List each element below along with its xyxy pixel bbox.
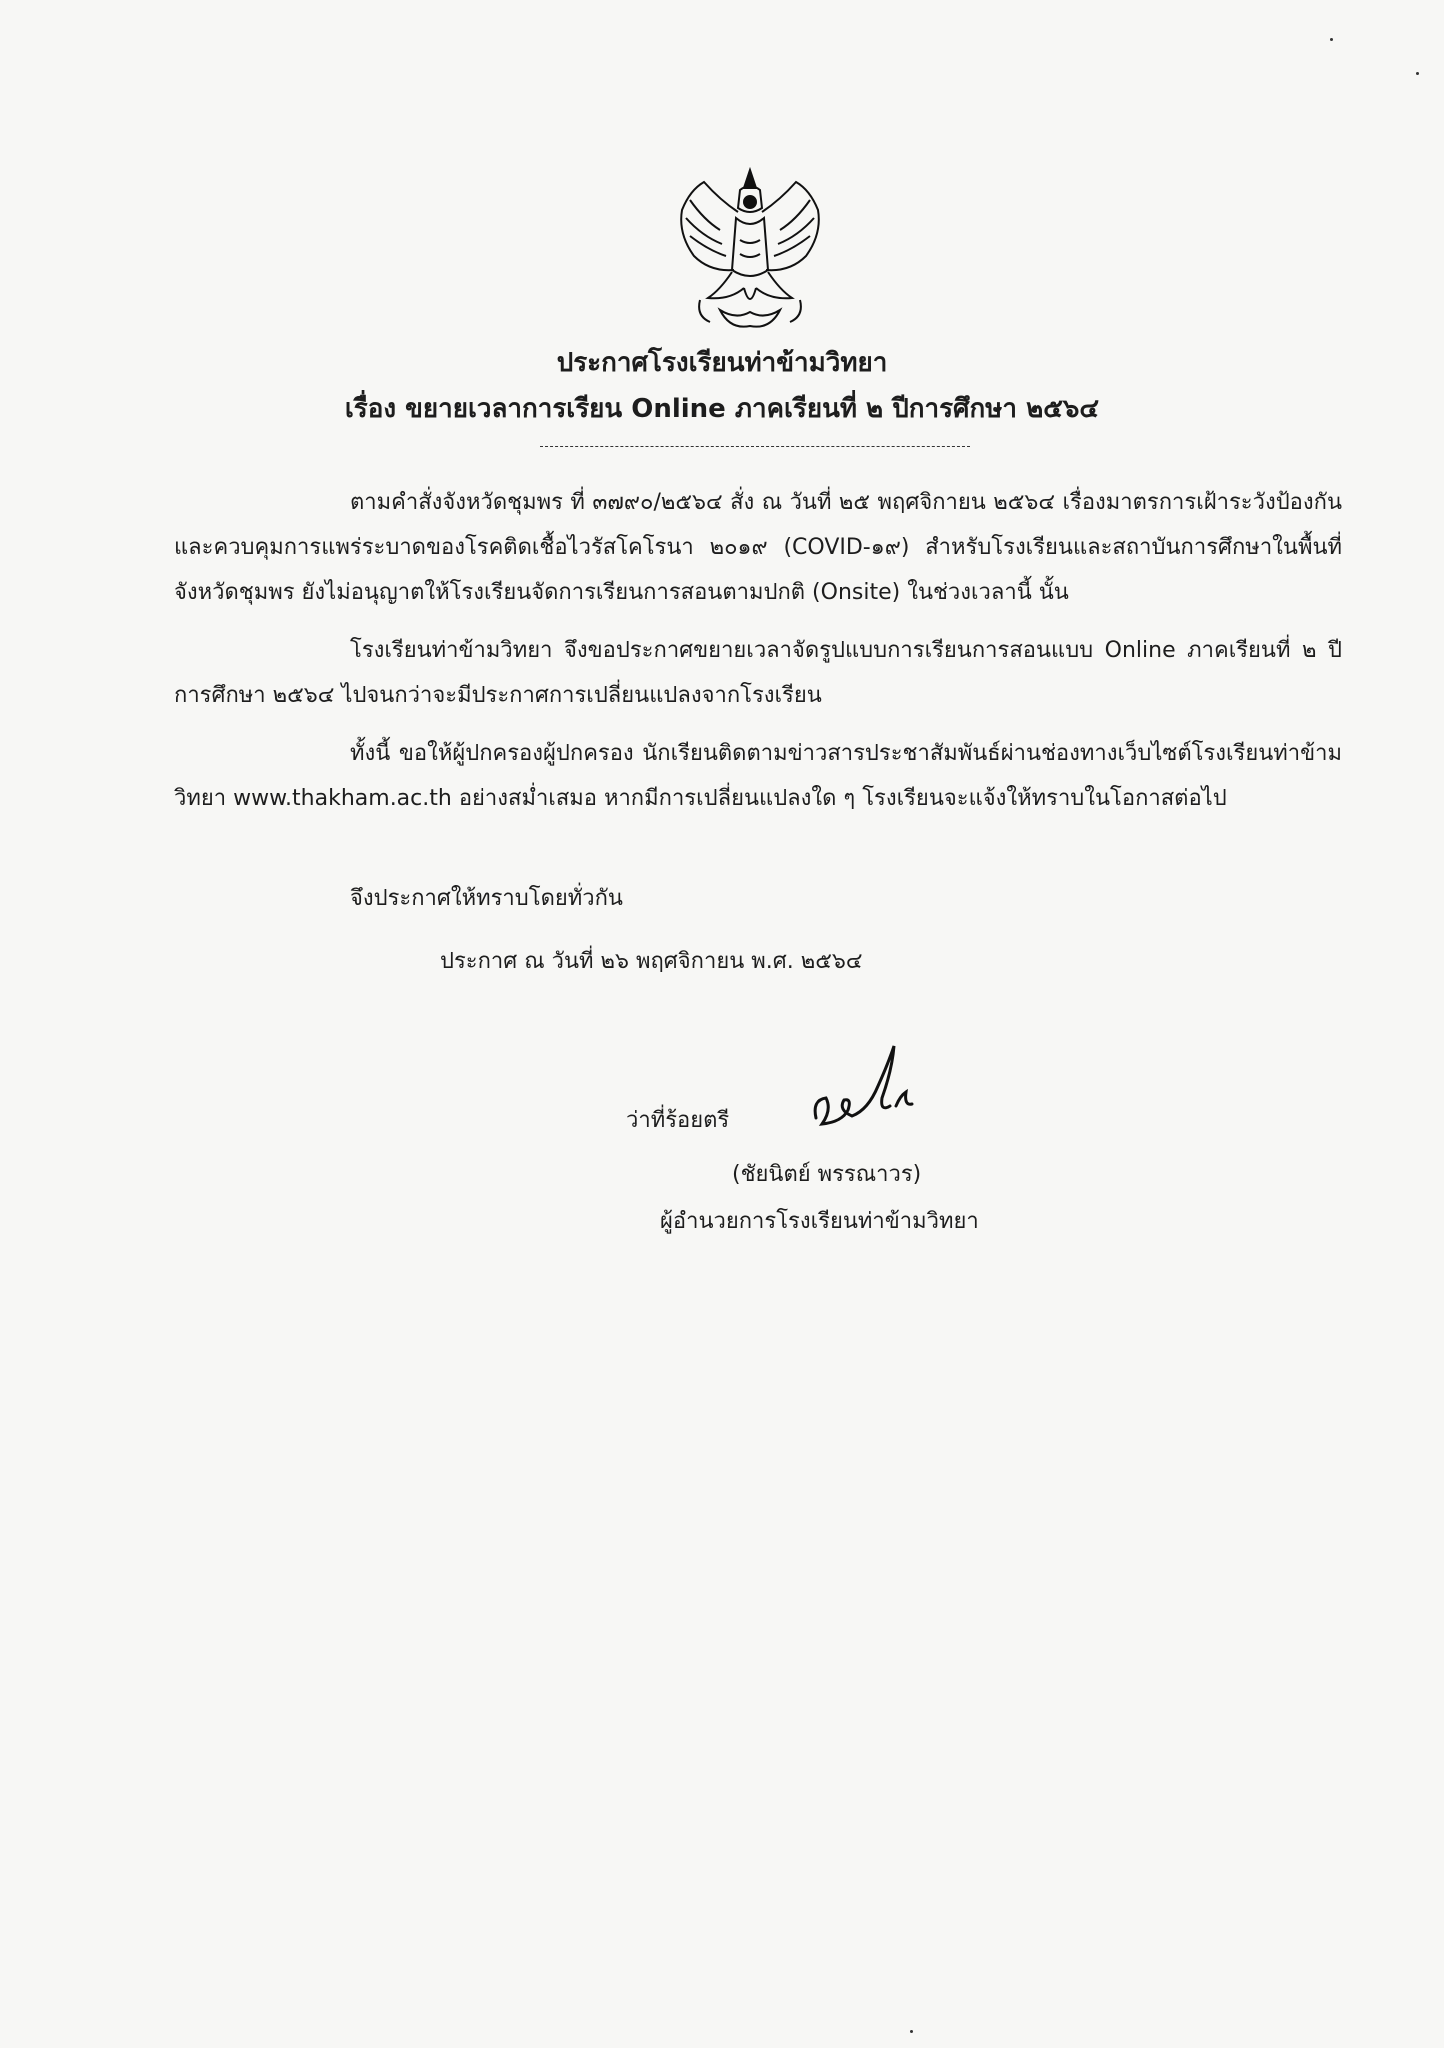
announcement-subject: เรื่อง ขยายเวลาการเรียน Online ภาคเรียนที่ ๒ ปีการศึกษา ๒๕๖๔ [344,394,1100,424]
paragraph-1-text: ตามคำสั่งจังหวัดชุมพร ที่ ๓๗๙๐/๒๕๖๔ สั่ง ณ วันที่ ๒๕ พฤศจิกายน ๒๕๖๔ เรื่องมาตรการเฝ้าระวังป้องกัน และควบคุมการแพร่ระบาดของโรคติดเชื้อไวรัสโคโรนา ๒๐๑๙ (COVID-๑๙) สำหรับโรงเรียนและสถาบันการศึกษาในพื้นที่จังหวัดชุมพร ยังไม่อนุญาตให้โรงเรียนจัดการเรียนการสอนตามปกติ (Onsite) ในช่วงเวลานี้ นั้น [174,490,1342,605]
signer-name: (ชัยนิตย์ พรรณาวร) [732,1162,922,1187]
scan-speck [910,2030,913,2033]
title-divider [540,446,970,447]
announcement-title: ประกาศโรงเรียนท่าข้ามวิทยา [556,348,888,378]
signer-position: ผู้อำนวยการโรงเรียนท่าข้ามวิทยา [660,1209,979,1234]
announcement-date: ประกาศ ณ วันที่ ๒๖ พฤศจิกายน พ.ศ. ๒๕๖๔ [440,949,863,974]
signer-rank: ว่าที่ร้อยตรี [626,1108,730,1133]
handwritten-signature-icon [808,1040,918,1140]
closing-statement: จึงประกาศให้ทราบโดยทั่วกัน [350,886,623,911]
paragraph-2 [174,628,1342,718]
paragraph-1 [174,480,1342,615]
paragraph-2-text: โรงเรียนท่าข้ามวิทยา จึงขอประกาศขยายเวลาจัดรูปแบบการเรียนการสอนแบบ Online ภาคเรียนที่ ๒ ปีการศึกษา ๒๕๖๔ ไปจนกว่าจะมีประกาศการเปลี่ยนแปลงจากโรงเรียน [174,638,1342,708]
scan-speck [1416,72,1419,75]
scan-speck [1330,38,1333,41]
paragraph-3 [174,731,1342,821]
paragraph-3-text: ทั้งนี้ ขอให้ผู้ปกครองผู้ปกครอง นักเรียนติดตามข่าวสารประชาสัมพันธ์ผ่านช่องทางเว็บไซต์โรงเรียนท่าข้ามวิทยา www.thakham.ac.th อย่างสม่ำเสมอ หากมีการเปลี่ยนแปลงใด ๆ โรงเรียนจะแจ้งให้ทราบในโอกาสต่อไป [174,741,1342,811]
garuda-emblem-icon [660,160,840,340]
